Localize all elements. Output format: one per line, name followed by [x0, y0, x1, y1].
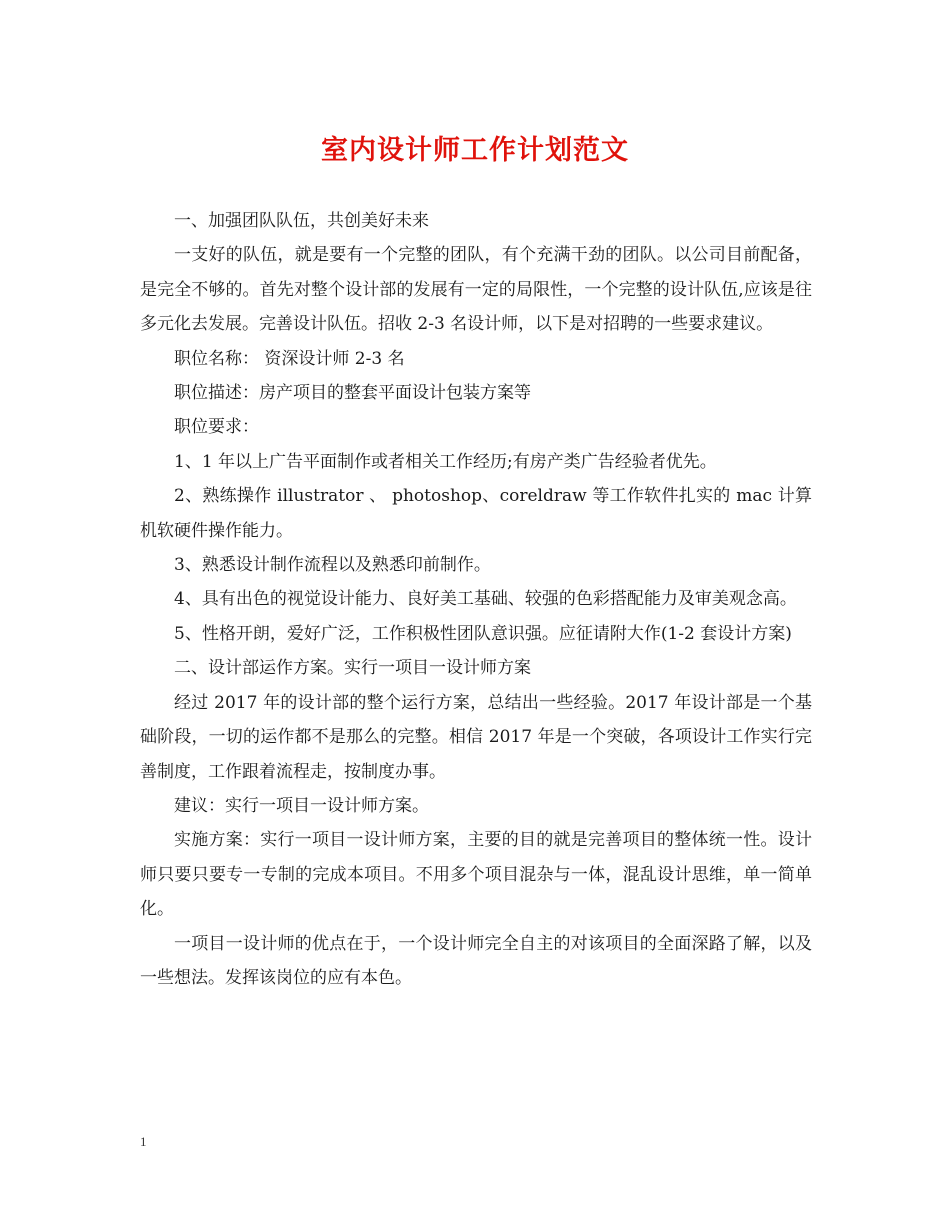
- job-requirements-label: 职位要求：: [174, 417, 259, 438]
- paragraph-experience-summary: 经过 2017 年的设计部的整个运行方案，总结出一些经验。2017 年设计部是一个基础阶段，一切的运作都不是那么的完整。相信 2017 年是一个突破，各项设计工作实行完善制度，工作跟着流程走，按制度办事。: [140, 692, 812, 782]
- heading-section-1: 一、加强团队队伍，共创美好未来: [174, 211, 429, 231]
- paragraph-team-intro: 一支好的队伍，就是要有一个完整的团队，有个充满干劲的团队。以公司目前配备，是完全不够的。首先对整个设计部的发展有一定的局限性，一个完整的设计队伍,应该是往多元化去发展。完善设计队伍。招收 2-3 名设计师，以下是对招聘的一些要求建议。: [140, 245, 812, 335]
- job-description-line: 职位描述：房产项目的整套平面设计包装方案等: [174, 383, 531, 404]
- requirement-item-2: 2、熟练操作 illustrator 、 photoshop、coreldraw 等工作软件扎实的 mac 计算机软硬件操作能力。: [140, 486, 812, 541]
- requirement-item-5: 5、性格开朗，爱好广泛，工作积极性团队意识强。应征请附大作(1-2 套设计方案): [174, 623, 792, 644]
- paragraph-implementation-plan: 实施方案：实行一项目一设计师方案，主要的目的就是完善项目的整体统一性。设计师只要只要专一专制的完成本项目。不用多个项目混杂与一体，混乱设计思维，单一简单化。: [140, 830, 812, 920]
- requirement-item-3: 3、熟悉设计制作流程以及熟悉印前制作。: [174, 555, 491, 576]
- job-title-line: 职位名称： 资深设计师 2-3 名: [174, 348, 405, 369]
- paragraph-advantages: 一项目一设计师的优点在于，一个设计师完全自主的对该项目的全面深路了解，以及一些想法。发挥该岗位的应有本色。: [140, 933, 812, 988]
- paragraph-suggestion: 建议：实行一项目一设计师方案。: [174, 795, 429, 816]
- requirement-item-1: 1、1 年以上广告平面制作或者相关工作经历;有房产类广告经验者优先。: [174, 451, 717, 472]
- heading-section-2: 二、设计部运作方案。实行一项目一设计师方案: [174, 658, 531, 679]
- page-number: 1: [140, 1134, 147, 1149]
- document-body: [140, 204, 812, 995]
- requirement-item-4: 4、具有出色的视觉设计能力、良好美工基础、较强的色彩搭配能力及审美观念高。: [174, 589, 797, 610]
- document-title: 室内设计师工作计划范文: [321, 135, 629, 166]
